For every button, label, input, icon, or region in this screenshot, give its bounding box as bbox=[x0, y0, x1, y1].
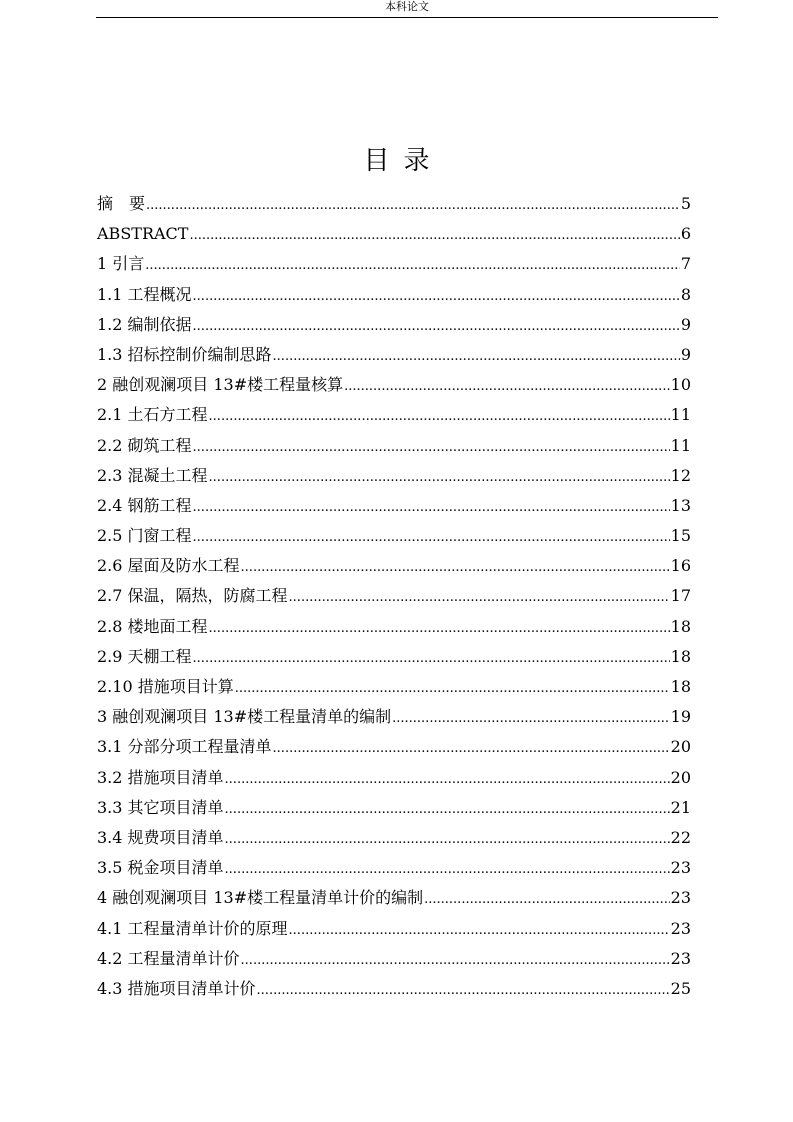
toc-entry-label: 摘 要 bbox=[97, 194, 146, 213]
toc-leader-dots bbox=[209, 614, 670, 644]
toc-leader-dots bbox=[424, 885, 670, 915]
toc-entry-page: 18 bbox=[670, 646, 691, 666]
toc-entry-label: 2.1 土石方工程 bbox=[97, 405, 208, 425]
toc-entry-label: 4.1 工程量清单计价的原理 bbox=[97, 918, 288, 938]
toc-entry-page: 13 bbox=[670, 495, 691, 515]
toc-entry-page: 23 bbox=[670, 948, 691, 968]
toc-entry-4-2[interactable] bbox=[97, 944, 691, 974]
toc-entry-page: 21 bbox=[670, 797, 691, 817]
toc-leader-dots bbox=[225, 795, 670, 825]
toc-entry-label: 4 融创观澜项目 13#楼工程量清单计价的编制 bbox=[97, 888, 424, 908]
toc-entry-2-5[interactable] bbox=[97, 521, 691, 551]
toc-leader-dots bbox=[289, 583, 670, 613]
toc-leader-dots bbox=[146, 191, 680, 221]
toc-leader-dots bbox=[193, 312, 680, 342]
toc-leader-dots bbox=[289, 916, 670, 946]
toc-entry-2-2[interactable] bbox=[97, 431, 691, 461]
toc-entry-page: 25 bbox=[670, 978, 691, 998]
toc-entry-label: 1.1 工程概况 bbox=[97, 284, 192, 304]
toc-entry-page: 7 bbox=[680, 254, 691, 274]
toc-leader-dots bbox=[241, 553, 670, 583]
toc-entry-page: 9 bbox=[680, 344, 691, 364]
toc-entry-label: 1.2 编制依据 bbox=[97, 314, 192, 334]
toc-entry-4-3[interactable] bbox=[97, 974, 691, 1004]
toc-entry-label: ABSTRACT bbox=[97, 224, 189, 244]
toc-entry-2-3[interactable] bbox=[97, 461, 691, 491]
toc-entry-page: 20 bbox=[670, 737, 691, 757]
toc-leader-dots bbox=[273, 342, 680, 372]
toc-entry-label: 3.5 税金项目清单 bbox=[97, 858, 224, 878]
toc-entry-label: 2.8 楼地面工程 bbox=[97, 616, 208, 636]
toc-leader-dots bbox=[189, 221, 679, 251]
toc-entry-page: 18 bbox=[670, 616, 691, 636]
toc-entry-page: 22 bbox=[670, 827, 691, 847]
toc-entry-page: 15 bbox=[670, 526, 691, 546]
toc-entry-label: 2.9 天棚工程 bbox=[97, 646, 192, 666]
toc-entry-2-6[interactable] bbox=[97, 551, 691, 581]
toc-entry-page: 8 bbox=[680, 284, 691, 304]
toc-leader-dots bbox=[273, 734, 670, 764]
toc-entry-2-10[interactable] bbox=[97, 672, 691, 702]
toc-entry-3-2[interactable] bbox=[97, 763, 691, 793]
toc-entry-page: 20 bbox=[670, 767, 691, 787]
toc-entry-page: 9 bbox=[680, 314, 691, 334]
toc-leader-dots bbox=[241, 946, 670, 976]
toc-entry-4[interactable] bbox=[97, 883, 691, 913]
toc-entry-page: 23 bbox=[670, 888, 691, 908]
toc-entry-page: 10 bbox=[670, 375, 691, 395]
toc-entry-page: 12 bbox=[670, 465, 691, 485]
toc-entry-label: 3.2 措施项目清单 bbox=[97, 767, 224, 787]
toc-entry-label: 2.5 门窗工程 bbox=[97, 526, 192, 546]
toc-entry-3-1[interactable] bbox=[97, 732, 691, 762]
toc-entry-2-1[interactable] bbox=[97, 400, 691, 430]
table-of-contents bbox=[97, 189, 691, 1004]
toc-entry-page: 19 bbox=[670, 707, 691, 727]
toc-entry-2-8[interactable] bbox=[97, 612, 691, 642]
toc-entry-label: 1.3 招标控制价编制思路 bbox=[97, 344, 272, 364]
toc-entry-label: 3 融创观澜项目 13#楼工程量清单的编制 bbox=[97, 707, 392, 727]
toc-entry-3-5[interactable] bbox=[97, 853, 691, 883]
toc-entry-label: 1 引言 bbox=[97, 254, 145, 274]
toc-entry-page: 18 bbox=[670, 677, 691, 696]
toc-entry-label: 4.3 措施项目清单计价 bbox=[97, 978, 256, 998]
toc-entry-label: 3.1 分部分项工程量清单 bbox=[97, 737, 272, 757]
toc-entry-label: 2.7 保温，隔热，防腐工程 bbox=[97, 586, 288, 606]
toc-entry-page: 23 bbox=[670, 918, 691, 938]
toc-leader-dots bbox=[193, 282, 680, 312]
toc-entry-page: 5 bbox=[680, 194, 691, 213]
toc-entry-page: 11 bbox=[670, 405, 691, 425]
toc-leader-dots bbox=[225, 855, 670, 885]
toc-entry-label: 3.4 规费项目清单 bbox=[97, 827, 224, 847]
toc-entry-1-2[interactable] bbox=[97, 310, 691, 340]
toc-leader-dots bbox=[209, 463, 670, 493]
toc-leader-dots bbox=[225, 825, 670, 855]
toc-entry-3-3[interactable] bbox=[97, 793, 691, 823]
toc-leader-dots bbox=[193, 493, 670, 523]
toc-leader-dots bbox=[257, 976, 670, 1006]
toc-entry-page: 6 bbox=[680, 224, 691, 244]
toc-leader-dots bbox=[344, 372, 670, 402]
toc-entry-abstract-cn[interactable] bbox=[97, 189, 691, 219]
toc-entry-3-4[interactable] bbox=[97, 823, 691, 853]
toc-entry-label: 4.2 工程量清单计价 bbox=[97, 948, 240, 968]
toc-entry-3[interactable] bbox=[97, 702, 691, 732]
toc-leader-dots bbox=[193, 523, 670, 553]
toc-entry-label: 2.10 措施项目计算 bbox=[97, 677, 234, 696]
toc-entry-1-3[interactable] bbox=[97, 340, 691, 370]
toc-entry-page: 17 bbox=[670, 586, 691, 606]
toc-leader-dots bbox=[145, 251, 680, 281]
toc-entry-2[interactable] bbox=[97, 370, 691, 400]
toc-leader-dots bbox=[193, 433, 670, 463]
toc-entry-page: 16 bbox=[670, 556, 691, 576]
toc-entry-page: 23 bbox=[670, 858, 691, 878]
toc-entry-label: 2 融创观澜项目 13#楼工程量核算 bbox=[97, 375, 344, 395]
toc-entry-4-1[interactable] bbox=[97, 914, 691, 944]
toc-leader-dots bbox=[392, 704, 670, 734]
toc-entry-label: 2.6 屋面及防水工程 bbox=[97, 556, 240, 576]
toc-entry-label: 2.4 钢筋工程 bbox=[97, 495, 192, 515]
toc-entry-abstract-en[interactable] bbox=[97, 219, 691, 249]
toc-leader-dots bbox=[225, 765, 670, 795]
toc-entry-label: 3.3 其它项目清单 bbox=[97, 797, 224, 817]
toc-entry-label: 2.3 混凝土工程 bbox=[97, 465, 208, 485]
toc-entry-page: 11 bbox=[670, 435, 691, 455]
toc-leader-dots bbox=[235, 674, 670, 704]
toc-leader-dots bbox=[193, 644, 670, 674]
running-header: 本科论文 bbox=[96, 0, 718, 18]
toc-leader-dots bbox=[209, 402, 670, 432]
toc-entry-1-1[interactable] bbox=[97, 280, 691, 310]
toc-entry-2-7[interactable] bbox=[97, 581, 691, 611]
toc-entry-2-4[interactable] bbox=[97, 491, 691, 521]
toc-entry-label: 2.2 砌筑工程 bbox=[97, 435, 192, 455]
page-title: 目录 bbox=[363, 146, 444, 176]
toc-entry-1[interactable] bbox=[97, 249, 691, 279]
toc-entry-2-9[interactable] bbox=[97, 642, 691, 672]
